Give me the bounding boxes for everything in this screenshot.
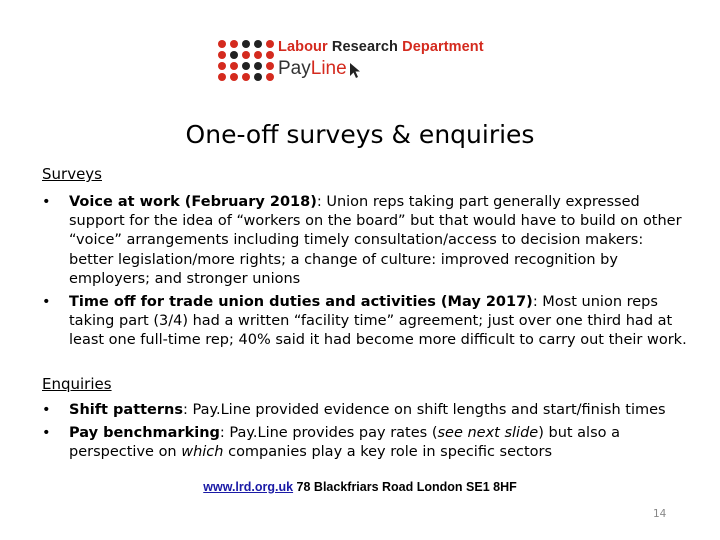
dot-grid-icon (216, 38, 278, 84)
footer (0, 480, 720, 494)
list-item (42, 401, 692, 420)
bullet-icon: • (42, 294, 51, 311)
org-name-part3: Department (402, 39, 484, 55)
lrd-logo (216, 38, 526, 84)
cursor-arrow-icon (349, 62, 363, 80)
payline-line: Line (310, 58, 347, 79)
item-heading: Pay benchmarking (69, 425, 220, 442)
section-heading-enquiries: Enquiries (42, 375, 112, 393)
surveys-list (42, 193, 692, 355)
item-text: : Pay.Line provided evidence on shift lengths and start/finish times (183, 402, 666, 418)
list-item (42, 293, 692, 351)
bullet-icon: • (42, 194, 51, 210)
item-text: : Most union reps taking part (3/4) had a written “facility time” agreement; just over one third had at least one full-time rep; 40% said it had become more difficult to carry out their work. (69, 294, 687, 349)
item-heading: Shift patterns (69, 402, 183, 418)
org-name-part1: Labour (278, 39, 328, 55)
website-link[interactable]: www.lrd.org.uk (203, 480, 294, 494)
payline-pay: Pay (278, 58, 311, 79)
item-italic: which (181, 444, 224, 461)
slide-title: One-off surveys & enquiries (185, 120, 535, 149)
item-text: : Pay.Line provides pay rates ( (219, 425, 438, 442)
payline-wordmark (278, 58, 347, 80)
org-name-part2: Research (331, 39, 398, 55)
item-heading: Voice at work (February 2018) (69, 194, 317, 210)
item-text: ) but also a perspective on (69, 425, 621, 461)
item-text: companies play a key role in specific sectors (223, 444, 553, 461)
list-item (42, 193, 692, 289)
org-name (278, 39, 484, 55)
list-item (42, 424, 692, 462)
enquiries-list (42, 401, 692, 467)
bullet-icon: • (42, 402, 51, 418)
footer-address: 78 Blackfriars Road London SE1 8HF (293, 480, 517, 494)
item-heading: Time off for trade union duties and activities (May 2017) (69, 294, 533, 311)
section-heading-surveys: Surveys (42, 165, 102, 183)
page-number: 14 (653, 508, 667, 520)
bullet-icon: • (42, 425, 51, 442)
item-text: : Union reps taking part generally expressed support for the idea of “workers on the board” but that would have to build on other “voice” arrangements including timely consultation/access to decision makers: better legislation/more rights; a change of culture: improved recognition by employers; and stronger unions (69, 194, 682, 287)
item-italic: see next slide (437, 425, 539, 442)
